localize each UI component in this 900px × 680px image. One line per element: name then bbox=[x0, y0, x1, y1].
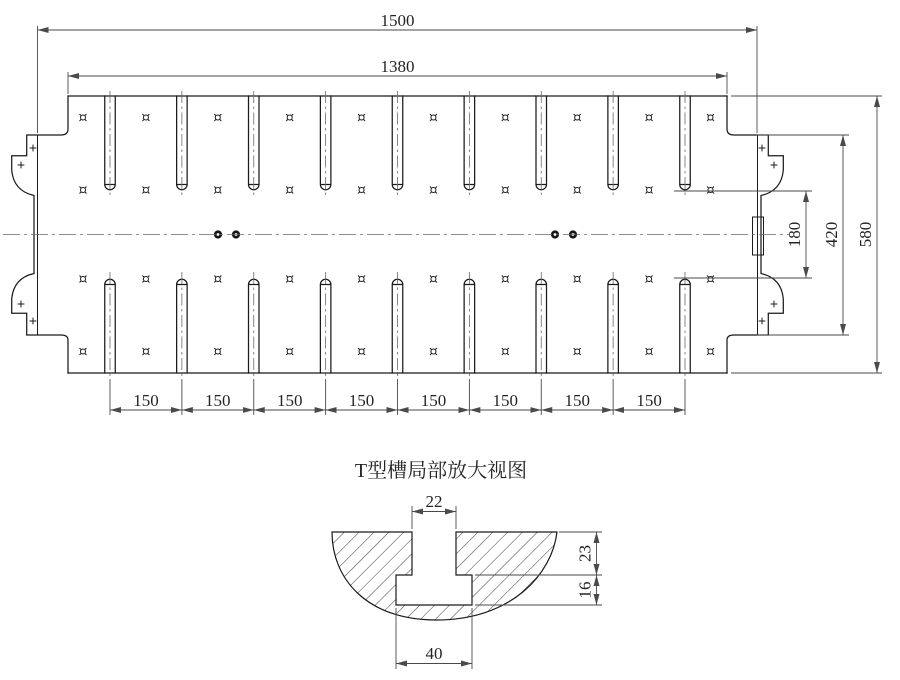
dimension-lines bbox=[38, 30, 878, 373]
bolt-hole-marker bbox=[358, 348, 365, 355]
lug-hole-center-mark bbox=[30, 145, 37, 152]
dim-slot-pitch-label: 150 bbox=[133, 391, 159, 410]
bolt-hole-marker bbox=[574, 114, 581, 121]
detail-view-title: T型槽局部放大视图 bbox=[354, 460, 528, 482]
bolt-hole-marker bbox=[430, 276, 437, 283]
dim-slot-pitch-label: 150 bbox=[492, 391, 519, 410]
dim-slot-mouth-depth-label: 23 bbox=[575, 545, 595, 562]
bolt-hole-marker bbox=[214, 187, 221, 194]
bolt-hole-marker bbox=[502, 276, 509, 283]
lug-hole-center-mark bbox=[771, 162, 778, 169]
bolt-hole-marker bbox=[430, 187, 437, 194]
lug-hole-center-mark bbox=[759, 318, 766, 325]
bolt-hole-marker bbox=[707, 187, 714, 194]
bolt-hole-marker bbox=[430, 348, 437, 355]
dim-overall-width-label: 1500 bbox=[380, 11, 415, 30]
bolt-hole-marker bbox=[286, 187, 293, 194]
bolt-hole-marker bbox=[646, 348, 653, 355]
bolt-hole-marker bbox=[214, 114, 221, 121]
bolt-hole-marker bbox=[358, 187, 365, 194]
bolt-hole-marker bbox=[707, 348, 714, 355]
lug-hole-center-mark bbox=[18, 301, 25, 308]
bolt-hole-marker bbox=[142, 348, 149, 355]
bolt-hole-marker bbox=[286, 348, 293, 355]
lug-hole-center-mark bbox=[771, 301, 778, 308]
bolt-hole-marker bbox=[142, 276, 149, 283]
bolt-hole-marker bbox=[80, 114, 87, 121]
main-view bbox=[3, 11, 882, 415]
lug-hole-center-mark bbox=[18, 162, 25, 169]
bolt-hole-marker bbox=[502, 348, 509, 355]
bolt-hole-marker bbox=[646, 187, 653, 194]
extension-lines bbox=[38, 26, 883, 373]
dim-slot-end-span-label: 180 bbox=[785, 221, 804, 248]
dim-slot-pitch-label: 150 bbox=[420, 391, 447, 410]
bolt-hole-marker bbox=[707, 114, 714, 121]
dim-overall-depth-label: 580 bbox=[856, 221, 875, 248]
dim-flange-span-label: 420 bbox=[822, 221, 841, 248]
bolt-hole-marker bbox=[214, 276, 221, 283]
lug-hole-center-mark bbox=[759, 145, 766, 152]
bolt-hole-marker bbox=[80, 276, 87, 283]
dim-slot-pitch-label: 150 bbox=[564, 391, 590, 410]
lug-hole-center-mark bbox=[30, 318, 37, 325]
detail-view bbox=[332, 459, 602, 669]
bolt-hole-marker bbox=[214, 348, 221, 355]
bolt-hole-marker bbox=[574, 348, 581, 355]
dim-body-width-label: 1380 bbox=[380, 57, 415, 76]
t-slot-section-profile bbox=[332, 532, 557, 620]
dim-slot-pitch-label: 150 bbox=[276, 391, 303, 410]
dim-slot-pitch-label: 150 bbox=[348, 391, 375, 410]
dim-slot-pitch-label: 150 bbox=[636, 391, 662, 410]
bolt-hole-marker bbox=[80, 348, 87, 355]
bolt-hole-marker bbox=[646, 114, 653, 121]
slot-and-hole-array bbox=[18, 91, 778, 415]
bolt-hole-marker bbox=[142, 187, 149, 194]
bolt-hole-marker bbox=[574, 187, 581, 194]
bolt-hole-marker bbox=[358, 114, 365, 121]
bolt-hole-marker bbox=[430, 114, 437, 121]
bolt-hole-marker bbox=[286, 114, 293, 121]
bolt-hole-marker bbox=[707, 276, 714, 283]
dim-slot-pitch-label: 150 bbox=[205, 391, 231, 410]
dim-slot-mouth-width-label: 22 bbox=[425, 492, 443, 511]
bolt-hole-marker bbox=[574, 276, 581, 283]
bolt-hole-marker bbox=[80, 187, 87, 194]
bolt-hole-marker bbox=[646, 276, 653, 283]
dim-slot-base-width-label: 40 bbox=[425, 644, 443, 663]
bolt-hole-marker bbox=[502, 187, 509, 194]
bolt-hole-marker bbox=[142, 114, 149, 121]
bolt-hole-marker bbox=[358, 276, 365, 283]
bolt-hole-marker bbox=[502, 114, 509, 121]
dim-slot-base-depth-label: 16 bbox=[575, 581, 595, 599]
bolt-hole-marker bbox=[286, 276, 293, 283]
